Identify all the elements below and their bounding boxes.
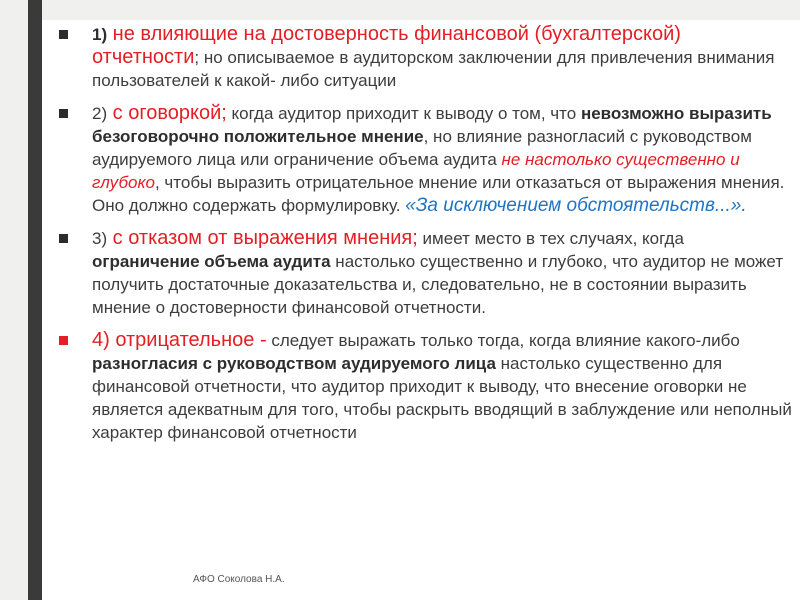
item-text: , чтобы выразить отрицательное мнение или отказаться от выражения мнения. Оно должно содержать формулировку. (92, 173, 785, 215)
item-bold-text: невозможно выразить безоговорочно положительное мнение (92, 104, 772, 146)
item-text: ; но описываемое в аудиторском заключении для привлечения внимания пользователей к какой- либо ситуации (92, 48, 775, 90)
item-text: настолько существенно и глубоко, что аудитор не может получить достаточные доказательства и, следовательно, не в состоянии выразить мнение о достоверности финансовой отчетности. (92, 252, 784, 317)
item-quote: «За исключением обстоятельств...». (405, 195, 747, 216)
square-bullet-icon (59, 234, 68, 243)
item-heading: с оговоркой; (107, 102, 227, 124)
item-heading: с отказом от выражения мнения; (107, 227, 418, 249)
list-item-3 (92, 227, 792, 319)
item-text: , но влияние разногласий с руководством аудируемого лица или ограничение объема аудита (92, 127, 752, 169)
item-text: настолько существенно для финансовой отчетности, что аудитор приходит к выводу, что внесение оговорки не является адекватным для того, чтобы раскрыть вводящий в заблуждение или неполный характер финансовой отчетности (92, 354, 792, 442)
item-text: когда аудитор приходит к выводу о том, что (226, 104, 581, 123)
slide-content (92, 23, 792, 454)
left-dark-bar (28, 0, 42, 600)
item-heading: 4) отрицательное - (92, 329, 267, 351)
item-number: 2) (92, 104, 108, 123)
item-text: следует выражать только тогда, когда влияние какого-либо (266, 331, 740, 350)
list-item-1 (92, 23, 792, 92)
item-text: имеет место в тех случаях, когда (417, 229, 684, 248)
item-emphasis: не настолько существенно и глубоко (92, 150, 740, 192)
item-heading: не влияющие на достоверность финансовой (бухгалтерской) отчетности (92, 23, 681, 68)
square-bullet-icon (59, 109, 68, 118)
list-item-4 (92, 329, 792, 444)
slide (42, 20, 800, 600)
square-bullet-icon (59, 336, 68, 345)
square-bullet-icon (59, 30, 68, 39)
item-bold-text: разногласия с руководством аудируемого лица (92, 354, 496, 373)
list-item-2 (92, 102, 792, 217)
item-number: 3) (92, 229, 108, 248)
item-number: 1) (92, 25, 108, 44)
item-bold-text: ограничение объема аудита (92, 252, 331, 271)
footer-author: АФО Соколова Н.А. (193, 574, 285, 585)
